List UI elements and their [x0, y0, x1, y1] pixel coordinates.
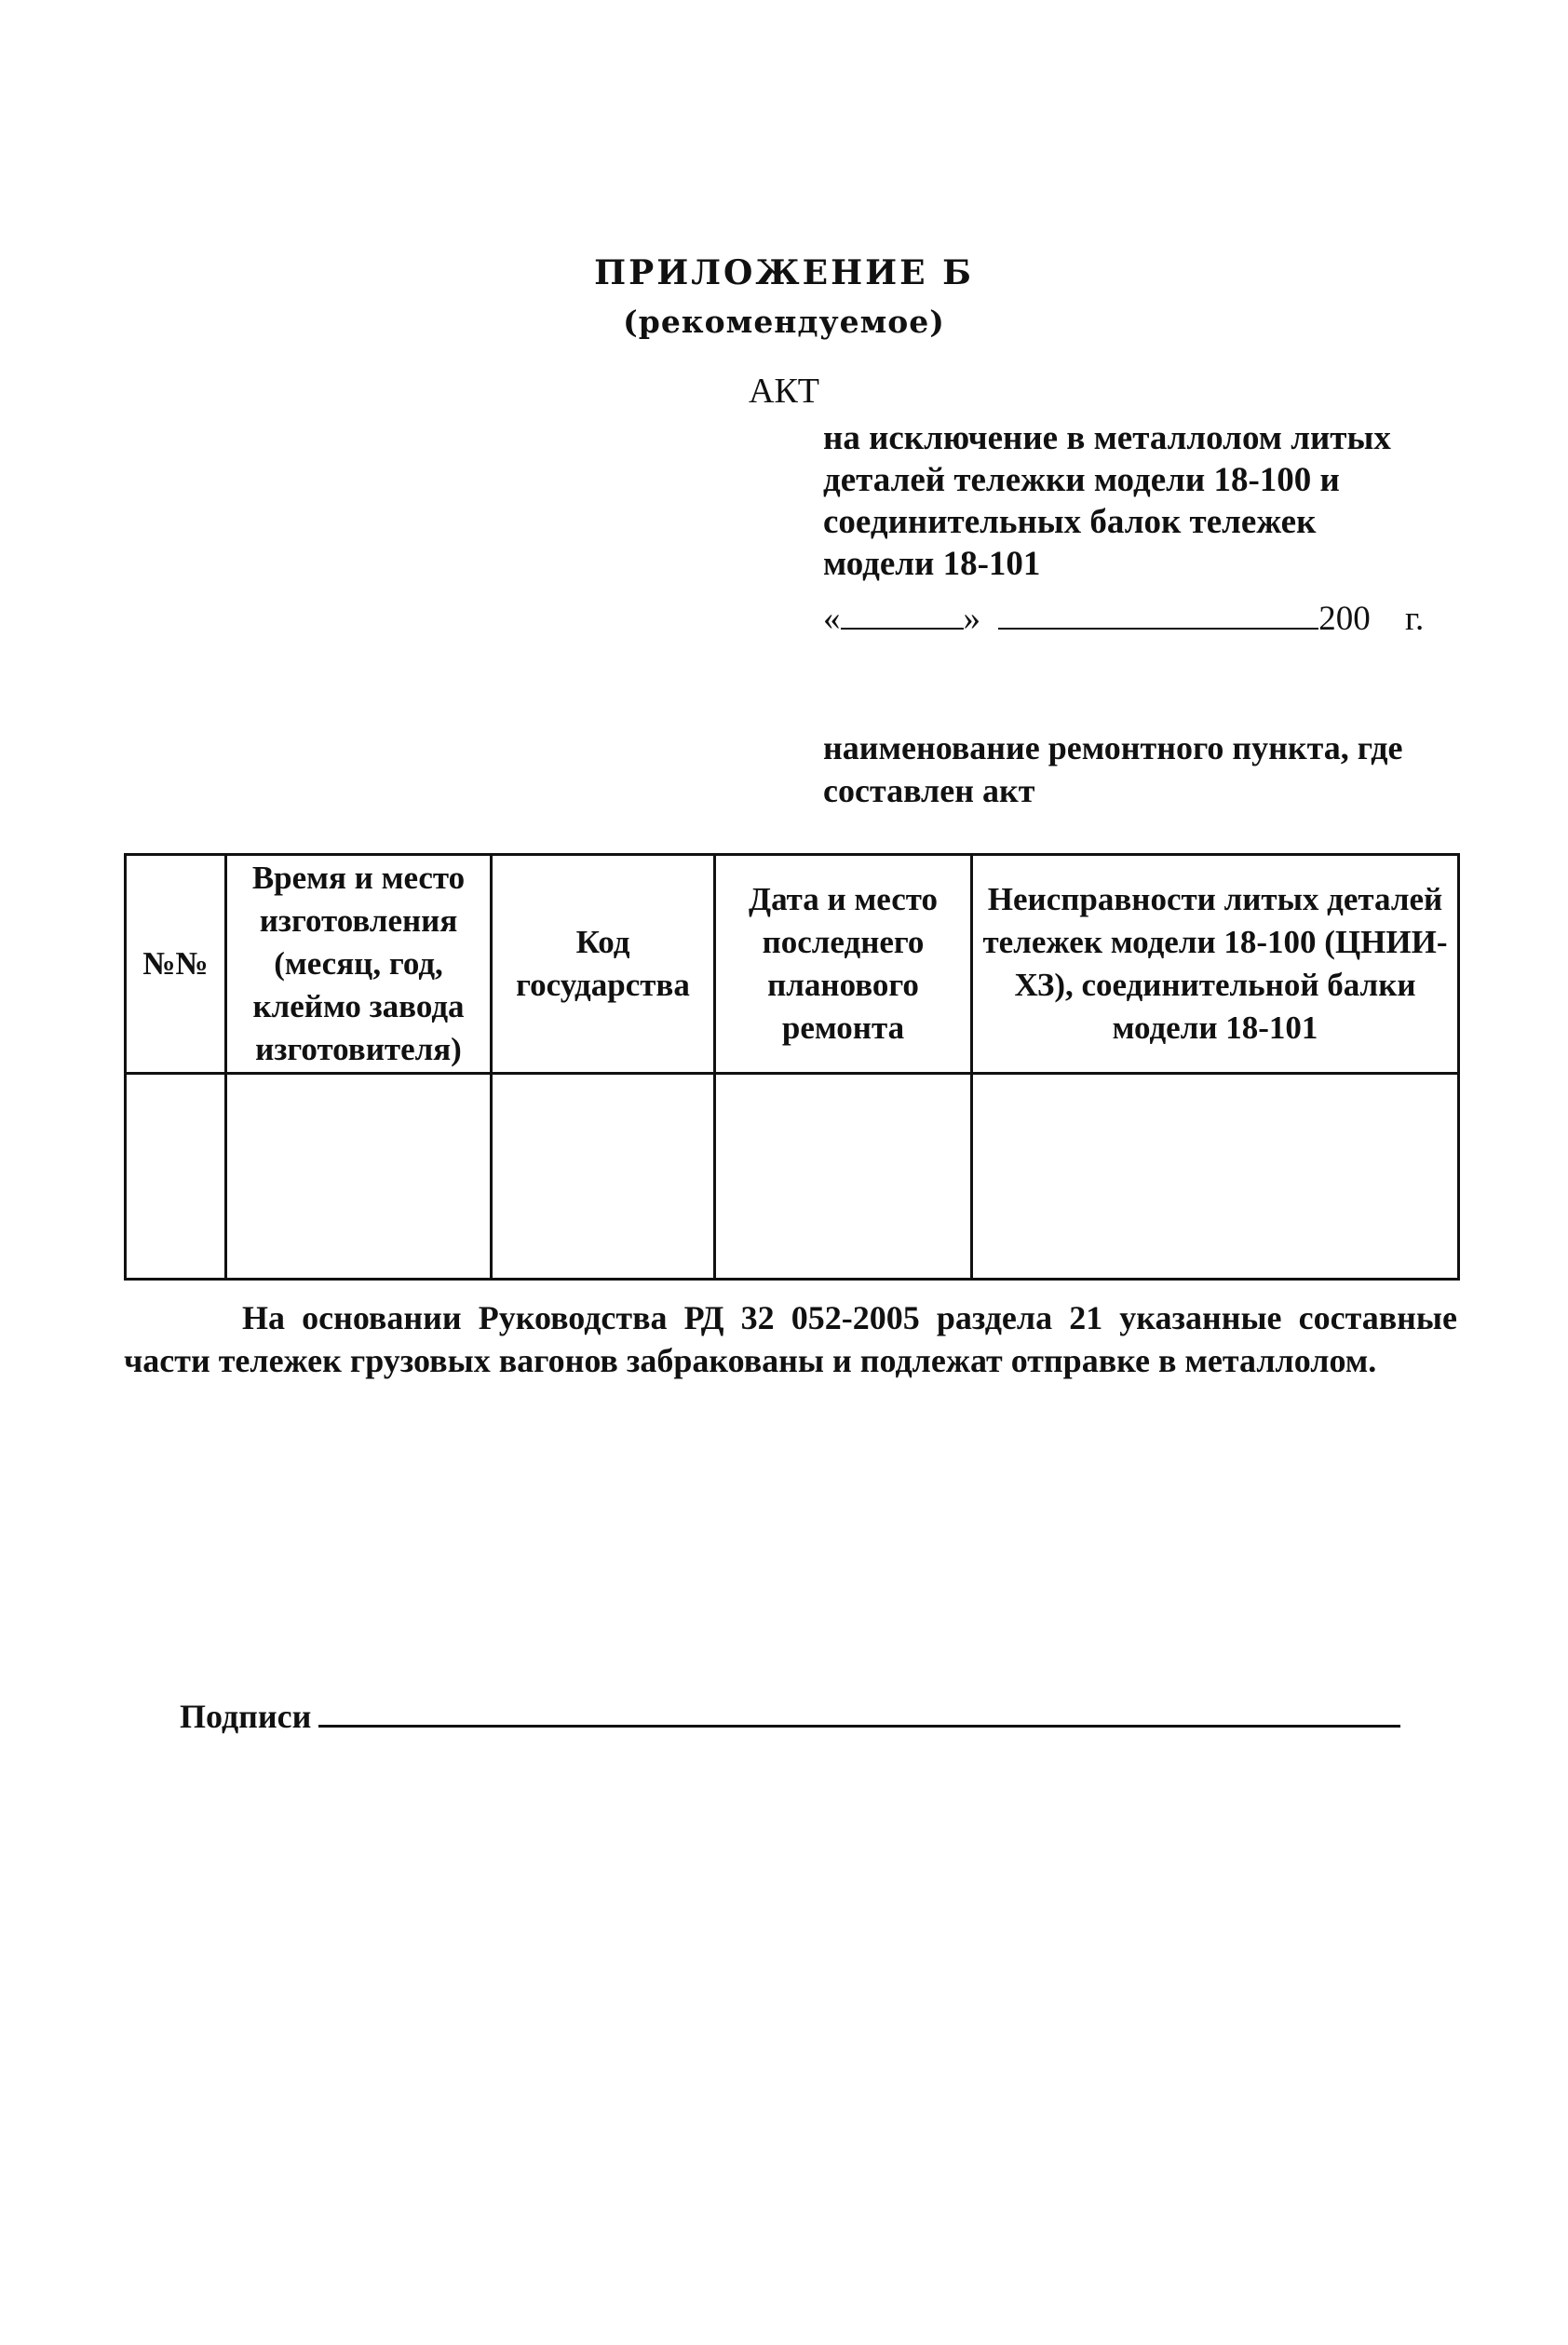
table-row — [126, 1074, 1459, 1280]
table-cell[interactable] — [972, 1074, 1459, 1280]
table-header-row — [126, 855, 1459, 1074]
table-cell[interactable] — [715, 1074, 972, 1280]
table-cell[interactable] — [492, 1074, 715, 1280]
appendix-title: ПРИЛОЖЕНИЕ Б — [594, 253, 974, 292]
header-number: №№ — [126, 855, 226, 1074]
signature-label: Подписи — [180, 1698, 312, 1735]
signature-line[interactable] — [318, 1697, 1400, 1728]
header-defects: Неисправности литых деталей тележек модели 18-100 (ЦНИИ-ХЗ), соединительной балки модели 18-101 — [972, 855, 1459, 1074]
year-prefix: 200 — [1318, 600, 1371, 638]
table-cell[interactable] — [126, 1074, 226, 1280]
act-description — [823, 417, 1494, 585]
date-open-quote: « — [823, 600, 841, 638]
act-description-line: деталей тележки модели 18-100 и — [823, 461, 1340, 499]
day-blank[interactable] — [841, 596, 964, 630]
act-description-line: на исключение в металлолом литых — [823, 419, 1391, 457]
act-title: АКТ — [749, 372, 819, 411]
date-close-quote: » — [963, 600, 980, 638]
signature-row — [180, 1697, 1400, 1736]
month-blank[interactable] — [998, 596, 1318, 630]
header-country-code: Код государства — [492, 855, 715, 1074]
act-description-line: модели 18-101 — [823, 545, 1041, 583]
table-cell[interactable] — [226, 1074, 492, 1280]
repair-point-label: наименование ремонтного пункта, где составлен акт — [823, 729, 1403, 809]
header-manufacture: Время и место изготовления (месяц, год, клеймо завода изготовителя) — [226, 855, 492, 1074]
basis-paragraph: На основании Руководства РД 32 052-2005 раздела 21 указанные составные части тележек грузовых вагонов забракованы и подлежат отправке в металлолом. — [124, 1299, 1457, 1379]
act-description-line: соединительных балок тележек — [823, 503, 1317, 541]
date-line — [823, 596, 1424, 639]
header-last-repair: Дата и место последнего планового ремонта — [715, 855, 972, 1074]
appendix-subtitle: (рекомендуемое) — [623, 304, 945, 340]
act-table — [124, 853, 1460, 1281]
year-suffix: г. — [1405, 600, 1425, 638]
